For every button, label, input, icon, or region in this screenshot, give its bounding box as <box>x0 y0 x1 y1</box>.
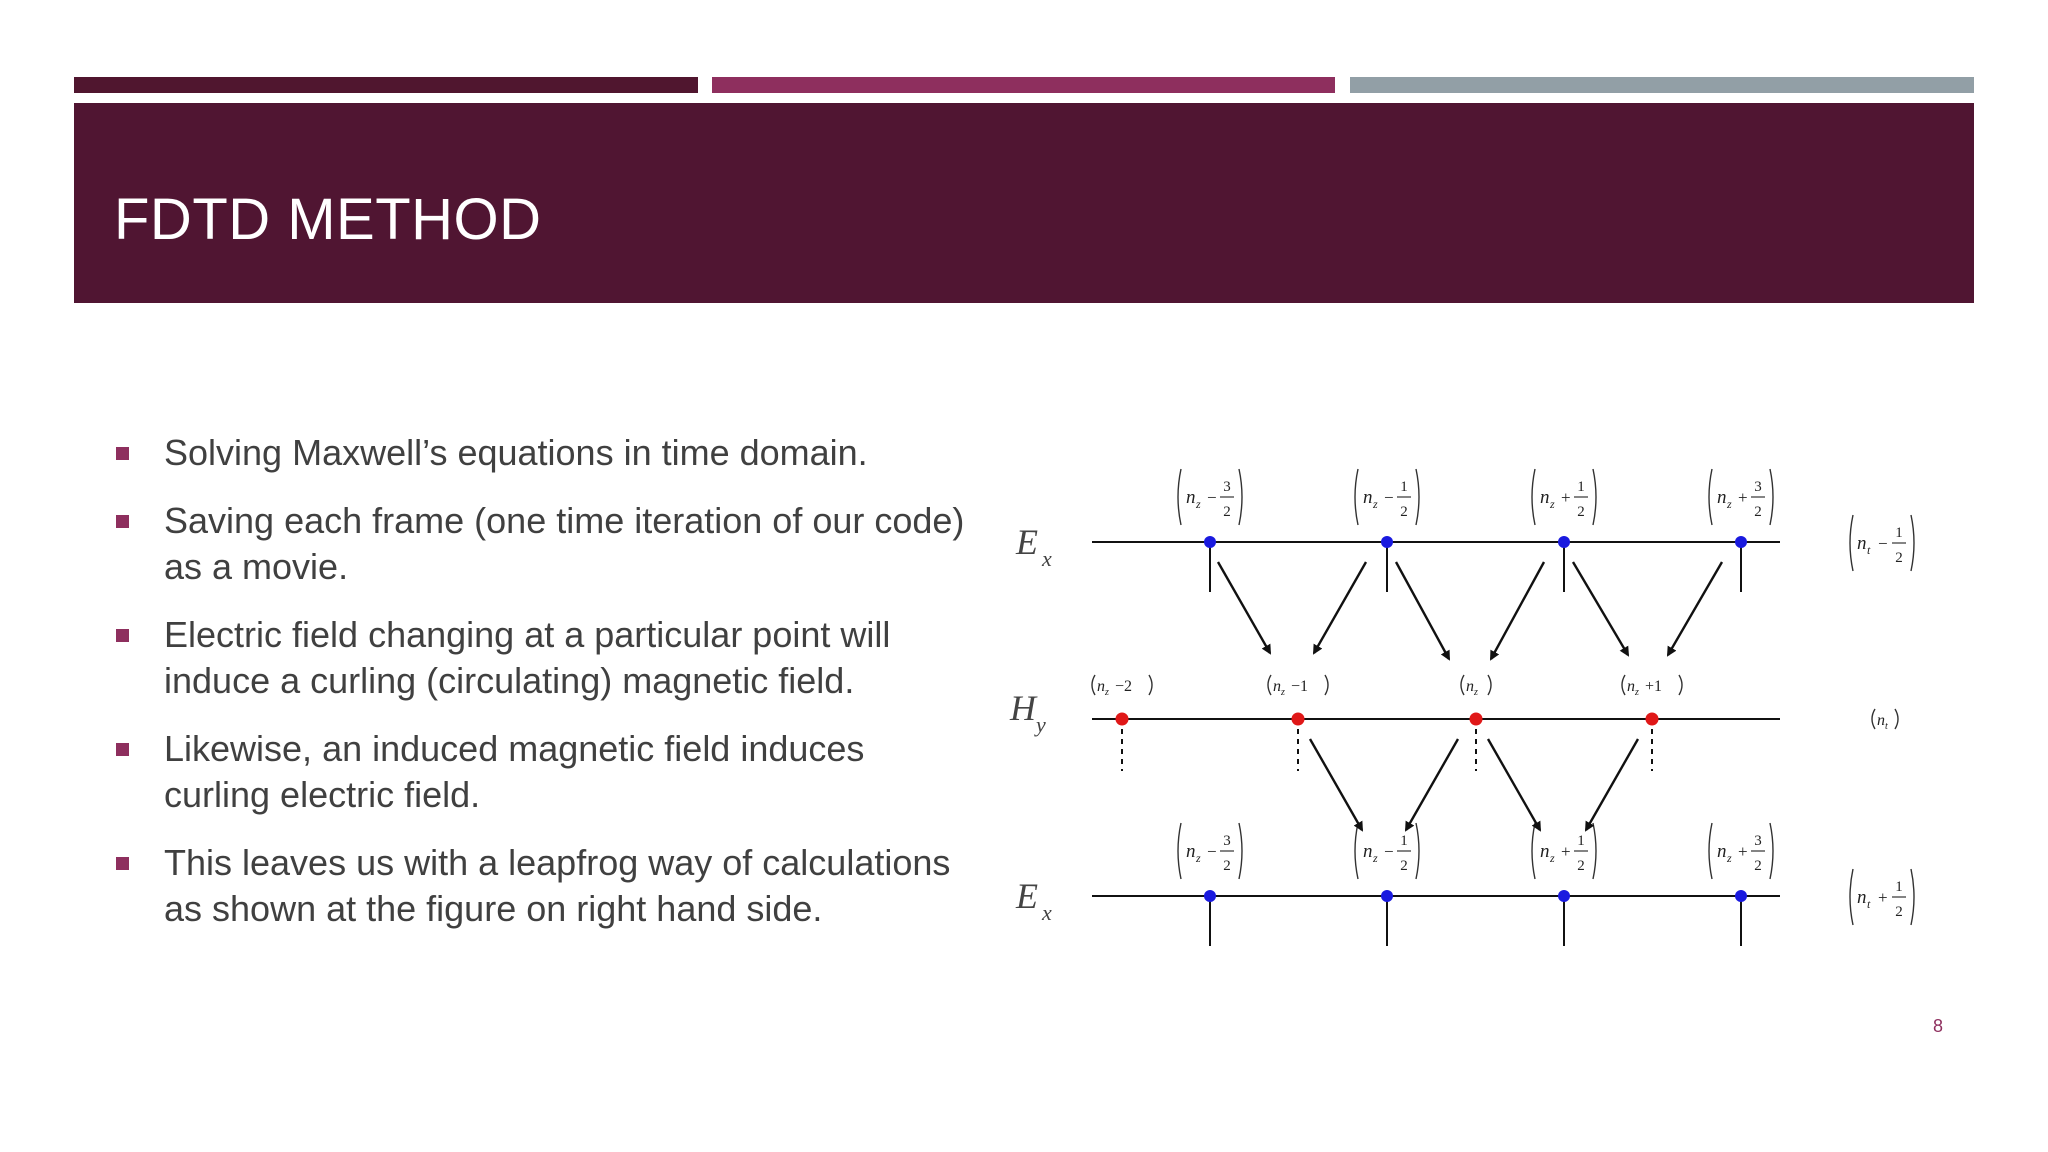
title-band <box>74 103 1974 303</box>
update-arrow-h-to-e <box>1310 739 1362 830</box>
ex-top-time-label <box>1850 515 1914 571</box>
label-numerator: 1 <box>1400 479 1408 495</box>
label-denominator: 2 <box>1223 504 1231 520</box>
ex-top-node-label <box>1355 469 1419 525</box>
paren-left <box>1532 823 1535 879</box>
hy-node <box>1116 713 1129 726</box>
bullet-text: Saving each frame (one time iteration of our code) as a movie. <box>164 500 965 587</box>
label-numerator: 3 <box>1754 479 1762 495</box>
paren-left <box>1178 823 1181 879</box>
paren-right <box>1770 823 1773 879</box>
paren-left <box>1268 675 1271 695</box>
time-subscript: t <box>1885 721 1888 732</box>
ex-top-node <box>1204 536 1216 548</box>
label-base: n <box>1717 487 1727 508</box>
paren-left <box>1872 709 1875 729</box>
hy-field-label <box>1009 688 1046 737</box>
bullet-item <box>114 430 974 476</box>
paren-right <box>1593 469 1596 525</box>
time-base: n <box>1857 887 1867 908</box>
label-denominator: 2 <box>1754 858 1762 874</box>
paren-left <box>1709 823 1712 879</box>
update-arrow-e-to-h <box>1573 562 1628 655</box>
label-subscript: z <box>1550 851 1555 865</box>
paren-right <box>1149 675 1152 695</box>
time-subscript: t <box>1867 543 1871 557</box>
update-arrow-e-to-h <box>1218 562 1270 653</box>
label-denominator: 2 <box>1223 858 1231 874</box>
label-base: n <box>1097 678 1105 695</box>
ex-bottom-node <box>1558 890 1570 902</box>
ex-bottom-node <box>1735 890 1747 902</box>
paren-right <box>1416 823 1419 879</box>
paren-left <box>1355 823 1358 879</box>
label-base: n <box>1363 841 1373 862</box>
bullet-text: Likewise, an induced magnetic field induces curling electric field. <box>164 728 865 815</box>
label-subscript: z <box>1550 497 1555 511</box>
paren-right <box>1488 675 1491 695</box>
update-arrow-e-to-h <box>1396 562 1449 659</box>
label-operator: + <box>1561 842 1571 861</box>
page-number: 8 <box>1932 1016 1943 1036</box>
square-bullet-icon <box>116 629 129 642</box>
paren-left <box>1709 469 1712 525</box>
label-denominator: 2 <box>1577 858 1585 874</box>
label-base: n <box>1363 487 1373 508</box>
paren-right <box>1770 469 1773 525</box>
field-symbol: E <box>1016 876 1038 916</box>
ex-top-node-label <box>1709 469 1773 525</box>
time-subscript: t <box>1867 897 1871 911</box>
label-base: n <box>1717 841 1727 862</box>
paren-right <box>1239 823 1242 879</box>
label-numerator: 3 <box>1754 833 1762 849</box>
paren-right <box>1593 823 1596 879</box>
paren-left <box>1461 675 1464 695</box>
paren-left <box>1178 469 1181 525</box>
ex-bottom-field-label <box>1015 876 1052 925</box>
accent-bar-dark <box>74 77 698 93</box>
ex-bottom-node <box>1204 890 1216 902</box>
accent-bar-gray <box>1350 77 1974 93</box>
time-numerator: 1 <box>1895 525 1903 541</box>
label-operator: − <box>1207 842 1217 861</box>
label-base: n <box>1627 678 1635 695</box>
label-denominator: 2 <box>1754 504 1762 520</box>
square-bullet-icon <box>116 857 129 870</box>
slide-title: FDTD METHOD <box>114 187 542 252</box>
bullet-item <box>114 498 974 590</box>
label-denominator: 2 <box>1577 504 1585 520</box>
label-base: n <box>1466 678 1474 695</box>
field-symbol: H <box>1010 688 1036 728</box>
ex-bottom-time-label <box>1850 869 1914 925</box>
label-offset: −1 <box>1291 678 1309 695</box>
time-base: n <box>1877 712 1885 729</box>
field-subscript: x <box>1042 546 1052 571</box>
label-subscript: z <box>1727 851 1732 865</box>
label-subscript: z <box>1727 497 1732 511</box>
update-arrow-e-to-h <box>1668 562 1722 655</box>
field-symbol: E <box>1016 522 1038 562</box>
paren-right <box>1895 709 1898 729</box>
ex-top-node <box>1735 536 1747 548</box>
paren-right <box>1679 675 1682 695</box>
time-operator: + <box>1878 888 1888 907</box>
label-operator: + <box>1738 842 1748 861</box>
bullet-text: This leaves us with a leapfrog way of calculations as shown at the figure on right hand side. <box>164 842 951 929</box>
label-subscript: z <box>1196 851 1201 865</box>
label-subscript: z <box>1373 497 1378 511</box>
label-subscript: z <box>1281 687 1285 698</box>
square-bullet-icon <box>116 447 129 460</box>
ex-top-node <box>1381 536 1393 548</box>
time-denominator: 2 <box>1895 550 1903 566</box>
hy-node-label <box>1092 675 1152 698</box>
time-numerator: 1 <box>1895 879 1903 895</box>
field-subscript: x <box>1042 900 1052 925</box>
update-arrow-h-to-e <box>1488 739 1540 830</box>
label-operator: + <box>1561 488 1571 507</box>
square-bullet-icon <box>116 743 129 756</box>
paren-left <box>1850 515 1853 571</box>
update-arrow-h-to-e <box>1586 739 1638 830</box>
hy-node <box>1292 713 1305 726</box>
square-bullet-icon <box>116 515 129 528</box>
ex-bottom-node-label <box>1709 823 1773 879</box>
label-subscript: z <box>1474 687 1478 698</box>
update-arrow-h-to-e <box>1406 739 1458 830</box>
ex-bottom-node-label <box>1178 823 1242 879</box>
bullet-item <box>114 840 974 932</box>
paren-left <box>1622 675 1625 695</box>
bullet-text: Electric field changing at a particular point will induce a curling (circulating) magnetic field. <box>164 614 891 701</box>
hy-node <box>1470 713 1483 726</box>
label-base: n <box>1540 487 1550 508</box>
label-operator: − <box>1384 488 1394 507</box>
hy-node <box>1646 713 1659 726</box>
label-base: n <box>1186 841 1196 862</box>
field-subscript: y <box>1036 712 1046 737</box>
hy-node-label <box>1268 675 1328 698</box>
label-numerator: 3 <box>1223 479 1231 495</box>
label-base: n <box>1540 841 1550 862</box>
bullet-text: Solving Maxwell’s equations in time domain. <box>164 432 868 473</box>
label-subscript: z <box>1373 851 1378 865</box>
label-numerator: 1 <box>1400 833 1408 849</box>
label-subscript: z <box>1635 687 1639 698</box>
ex-top-node-label <box>1532 469 1596 525</box>
paren-left <box>1092 675 1095 695</box>
paren-right <box>1911 515 1914 571</box>
label-denominator: 2 <box>1400 858 1408 874</box>
accent-bar-magenta <box>712 77 1335 93</box>
label-denominator: 2 <box>1400 504 1408 520</box>
time-denominator: 2 <box>1895 904 1903 920</box>
label-subscript: z <box>1196 497 1201 511</box>
bullet-item <box>114 612 974 704</box>
paren-left <box>1850 869 1853 925</box>
label-numerator: 1 <box>1577 479 1585 495</box>
hy-time-label <box>1872 709 1898 732</box>
bullet-list <box>114 430 974 954</box>
ex-bottom-node-label <box>1355 823 1419 879</box>
paren-right <box>1416 469 1419 525</box>
paren-right <box>1325 675 1328 695</box>
time-operator: − <box>1878 534 1888 553</box>
ex-top-field-label <box>1015 522 1052 571</box>
time-base: n <box>1857 533 1867 554</box>
ex-bottom-node-label <box>1532 823 1596 879</box>
ex-bottom-node <box>1381 890 1393 902</box>
label-numerator: 1 <box>1577 833 1585 849</box>
leapfrog-diagram <box>996 466 1956 960</box>
label-offset: −2 <box>1115 678 1133 695</box>
hy-node-label <box>1461 675 1491 698</box>
label-base: n <box>1273 678 1281 695</box>
bullet-item <box>114 726 974 818</box>
leapfrog-diagram-svg <box>996 466 1956 960</box>
label-numerator: 3 <box>1223 833 1231 849</box>
label-operator: + <box>1738 488 1748 507</box>
paren-left <box>1532 469 1535 525</box>
paren-left <box>1355 469 1358 525</box>
label-base: n <box>1186 487 1196 508</box>
hy-node-label <box>1622 675 1682 698</box>
label-operator: − <box>1384 842 1394 861</box>
update-arrow-e-to-h <box>1491 562 1544 659</box>
ex-top-node-label <box>1178 469 1242 525</box>
label-offset: +1 <box>1645 678 1663 695</box>
update-arrow-e-to-h <box>1314 562 1366 653</box>
label-operator: − <box>1207 488 1217 507</box>
paren-right <box>1239 469 1242 525</box>
paren-right <box>1911 869 1914 925</box>
ex-top-node <box>1558 536 1570 548</box>
label-subscript: z <box>1105 687 1109 698</box>
